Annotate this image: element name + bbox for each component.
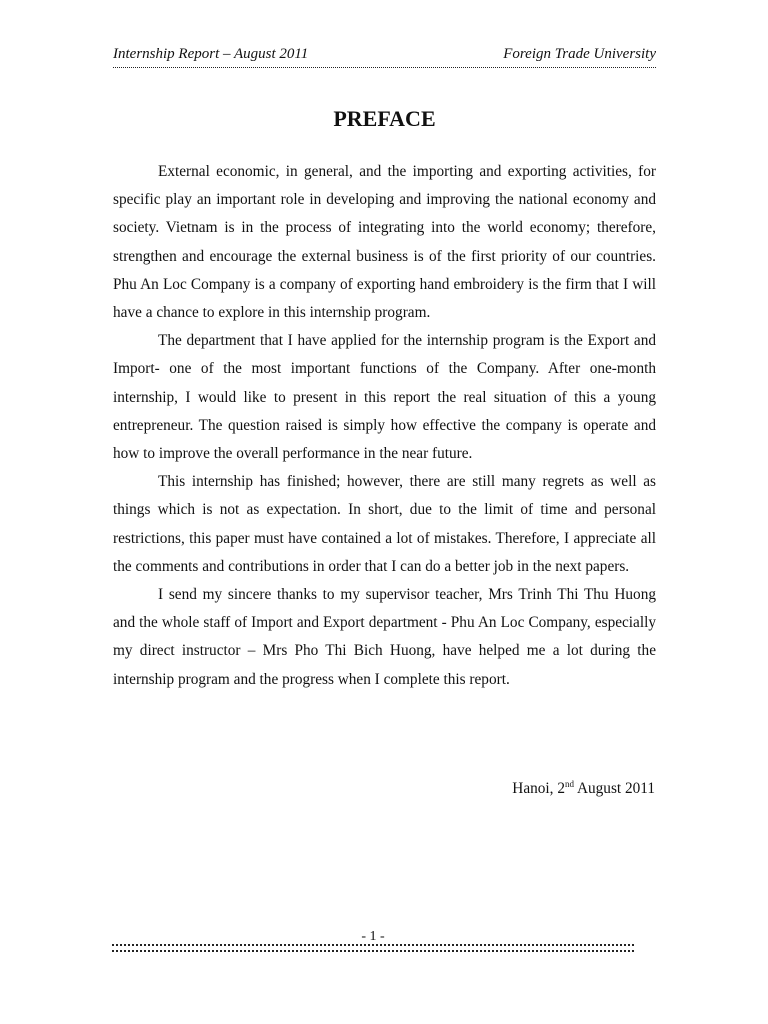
signature-month-year: August 2011	[573, 780, 655, 797]
signature-ordinal-suffix: nd	[564, 779, 574, 789]
footer-dotted-rule	[112, 944, 634, 952]
page-number: - 1 -	[361, 929, 385, 944]
header-dotted-rule	[113, 67, 656, 68]
header-university-name: Foreign Trade University	[503, 46, 656, 62]
paragraph-4: I send my sincere thanks to my supervisor teacher, Mrs Trinh Thi Thu Huong and the whole staff of Import and Export department - Phu An Loc Company, especially my direct instructor – Mrs Pho Thi Bich Huong, have helped me a lot during the internship program and the progress when I complete this report.	[113, 586, 656, 688]
signature-place-day: Hanoi, 2	[512, 780, 565, 797]
page-footer	[112, 928, 634, 952]
header-report-title: Internship Report – August 2011	[113, 46, 309, 62]
paragraph-3: This internship has finished; however, there are still many regrets as well as things which is not as expectation. In short, due to the limit of time and personal restrictions, this paper must have contained a lot of mistakes. Therefore, I appreciate all the comments and contributions in order that I can do a better job in the next papers.	[113, 473, 656, 575]
page-title: PREFACE	[333, 106, 436, 131]
paragraph-2: The department that I have applied for the internship program is the Export and Import- one of the most important functions of the Company. After one-month internship, I would like to present in this report the real situation of this a young entrepreneur. The question raised is simply how effective the company is operate and how to improve the overall performance in the near future.	[113, 332, 656, 463]
signature-date-line	[512, 775, 655, 803]
paragraph-1: External economic, in general, and the importing and exporting activities, for specific play an important role in developing and improving the national economy and society. Vietnam is in the process of integrating into the world economy; therefore, strengthen and encourage the external business is of the first priority of our countries. Phu An Loc Company is a company of exporting hand embroidery is the firm that I will have a chance to explore in this internship program.	[113, 163, 656, 322]
page-header	[113, 44, 656, 70]
preface-body	[113, 158, 656, 694]
